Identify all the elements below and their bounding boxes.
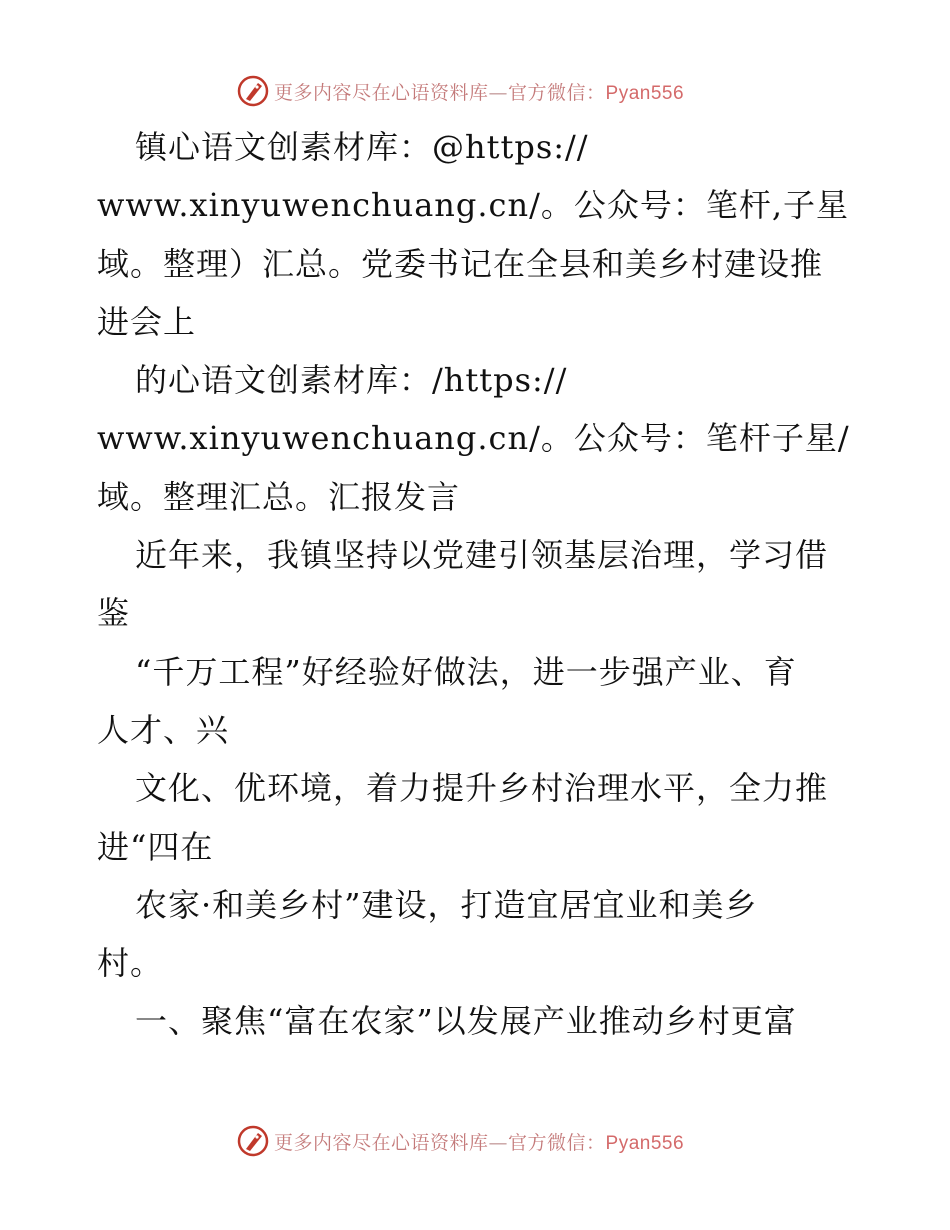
- text-line: 村。: [97, 944, 164, 983]
- text-line: 镇心语文创素材库：@https://: [135, 128, 589, 166]
- text-line: 域。整理汇总。汇报发言: [97, 477, 461, 516]
- text-line: www.xinyuwenchuang.cn/。公众号：笔杆,子星: [97, 186, 850, 225]
- text-line: “千万工程”好经验好做法，进一步强产业、育: [135, 652, 797, 691]
- text-line: 鉴: [97, 594, 131, 633]
- banner-text: 更多内容尽在心语资料库—官方微信：Pyan556: [274, 81, 685, 104]
- text-line: 近年来，我镇坚持以党建引领基层治理，学习借: [135, 536, 829, 575]
- text-line: www.xinyuwenchuang.cn/。公众号：笔杆子星/: [97, 419, 850, 458]
- pen-nib-logo-icon: [236, 1124, 270, 1158]
- text-line: 文化、优环境，着力提升乡村治理水平，全力推: [135, 769, 829, 808]
- text-line: 人才、兴: [97, 710, 230, 749]
- pen-nib-logo-icon: [236, 74, 270, 108]
- text-line: 进“四在: [97, 827, 214, 866]
- text-line: 的心语文创素材库：/https://: [135, 361, 568, 400]
- text-line: 农家·和美乡村”建设，打造宜居宜业和美乡: [135, 885, 758, 924]
- text-line: 域。整理）汇总。党委书记在全县和美乡村建设推: [97, 244, 824, 283]
- body-text: [97, 118, 857, 1051]
- banner-text: 更多内容尽在心语资料库—官方微信：Pyan556: [274, 1131, 685, 1154]
- text-line: 进会上: [97, 302, 197, 341]
- header-banner: [236, 74, 716, 108]
- text-line: 一、聚焦“富在农家”以发展产业推动乡村更富: [135, 1002, 797, 1041]
- footer-banner: [236, 1124, 716, 1158]
